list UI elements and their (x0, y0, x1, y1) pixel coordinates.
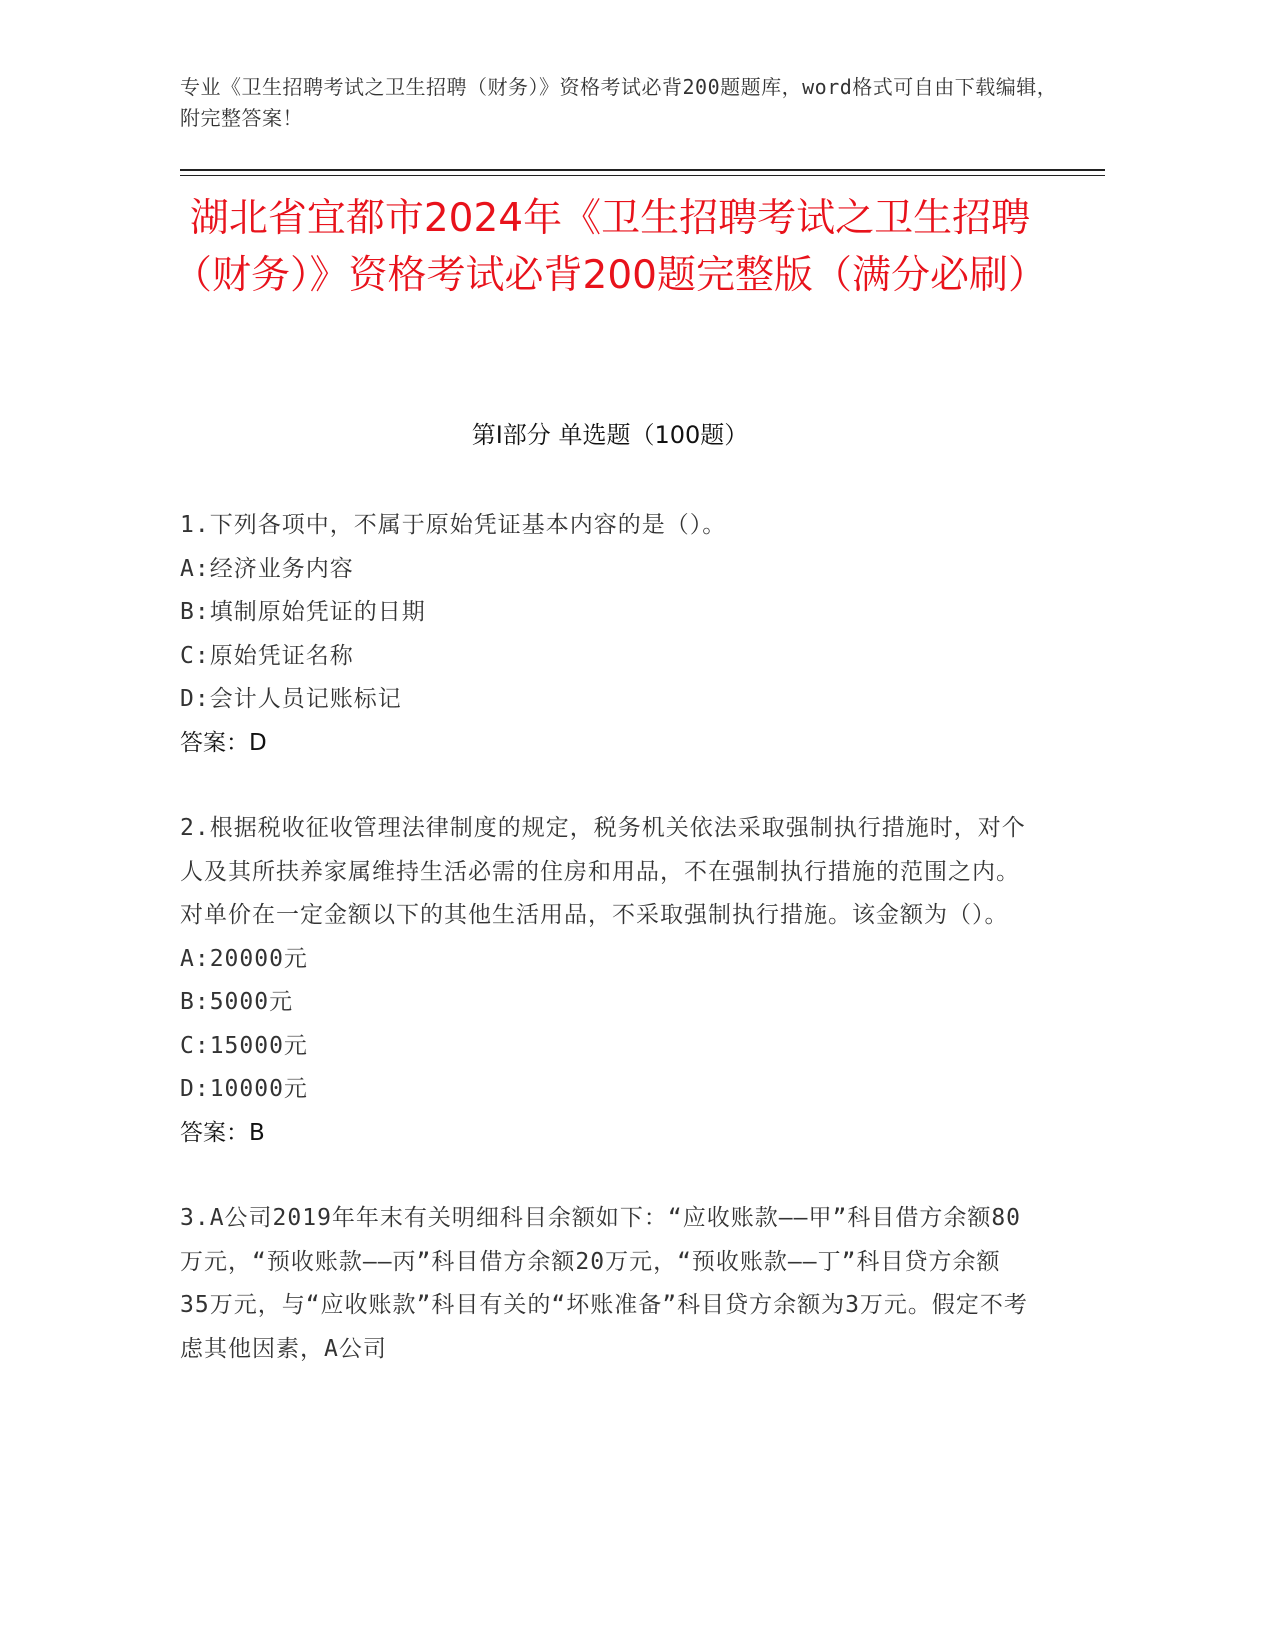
header-divider-thin (180, 175, 1105, 176)
question-text: 3.A公司2019年年末有关明细科目余额如下：“应收账款——甲”科目借方余额80万元，“预收账款——丙”科目借方余额20万元，“预收账款——丁”科目贷方余额35万元，与“应收账款”科目有关的“坏账准备”科目贷方余额为3万元。假定不考虑其他因素，A公司 (180, 1205, 1028, 1362)
option-a: A:经济业务内容 (180, 555, 354, 582)
option-b: B:填制原始凭证的日期 (180, 599, 426, 625)
option-a: A:20000元 (180, 945, 308, 972)
section-heading: 第Ⅰ部分 单选题（100题） (471, 421, 749, 449)
option-c: C:15000元 (180, 1032, 308, 1059)
option-d: D:会计人员记账标记 (180, 686, 402, 712)
answer-line: 答案：B (180, 1119, 265, 1146)
question-3 (180, 1197, 1030, 1371)
header-note: 专业《卫生招聘考试之卫生招聘（财务）》资格考试必背200题题库，word格式可自由下载编辑，附完整答案！ (180, 75, 1058, 130)
question-1 (180, 504, 1030, 765)
option-b: B:5000元 (180, 989, 294, 1015)
answer-line: 答案：D (180, 729, 267, 756)
question-text: 1.下列各项中，不属于原始凭证基本内容的是（）。 (180, 512, 727, 538)
question-2 (180, 807, 1030, 1155)
option-d: D:10000元 (180, 1076, 308, 1102)
question-text: 2.根据税收征收管理法律制度的规定，税务机关依法采取强制执行措施时，对个人及其所扶养家属维持生活必需的住房和用品，不在强制执行措施的范围之内。对单价在一定金额以下的其他生活用品，不采取强制执行措施。该金额为（）。 (180, 815, 1026, 928)
question-list (180, 504, 1030, 1413)
document-title: 湖北省宜都市2024年《卫生招聘考试之卫生招聘（财务）》资格考试必背200题完整版（满分必刷） (173, 196, 1047, 298)
option-c: C:原始凭证名称 (180, 642, 354, 669)
header-divider-thick (180, 169, 1105, 171)
